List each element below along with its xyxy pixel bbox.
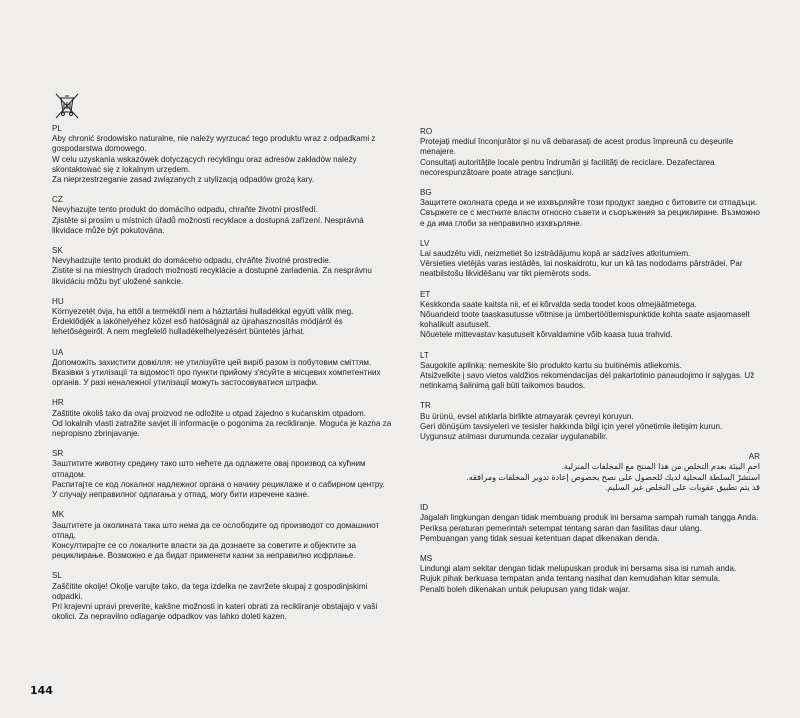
language-code: LV: [420, 238, 430, 248]
language-code: SL: [52, 571, 62, 581]
instruction-text: Protejați mediul înconjurător și nu vă debarasați de acest produs împreună cu deșeurile menajere.: [420, 137, 734, 157]
language-block-ar: [420, 452, 760, 493]
language-block-pl: [52, 124, 392, 185]
language-code: LT: [420, 350, 429, 360]
instruction-text: احمِ البيئة بعدم التخلص من هذا المنتج مع المخلفات المنزلية.: [561, 462, 760, 472]
instruction-text: Vērsieties vietējās varas iestādēs, lai noskaidrotu, kur un kā tas nododams pārstrādei. Par neatbilstošu likvidēšanu var tikt piemērots sods.: [420, 259, 743, 279]
instruction-text: استشرْ السلطة المحلية لديك للحصول على نصح بخصوص إعادة تدوير المخلفات ومرافقه.: [466, 472, 760, 482]
language-code: TR: [420, 401, 431, 411]
language-block-sl: [52, 571, 392, 622]
instruction-text: Consultați autoritățile locale pentru îndrumări și facilități de reciclare. Dezafectarea necorespunzătoare poate atrage sancțiuni.: [420, 157, 715, 177]
instruction-text: W celu uzyskania wskazówek dotyczących recyklingu oraz adresów zakładów należy skontaktować się z lokalnym urzędem.: [52, 154, 357, 174]
language-block-sk: [52, 246, 392, 287]
crossed-out-wheeled-bin-icon: [54, 92, 80, 120]
language-code: MK: [52, 510, 65, 520]
language-block-et: [420, 290, 760, 341]
language-block-id: [420, 503, 760, 544]
instruction-text: قد يتم تطبيق عقوبات على التخلص غير السليم.: [605, 482, 760, 492]
language-code: ET: [420, 289, 431, 299]
language-code: RO: [420, 127, 433, 136]
language-code: AR: [748, 452, 760, 462]
instruction-text: Penalti boleh dikenakan untuk pelupusan yang tidak wajar.: [420, 584, 631, 594]
page-number: 144: [30, 684, 53, 697]
instruction-text: Консултирајте се со локалните власти за да дознаете за советите и објектите за рециклирање. Возможно е да бидат применети казни за неправилно исфрлање.: [52, 540, 357, 561]
language-block-ro: [420, 127, 760, 178]
left-column: [52, 124, 392, 632]
language-block-bg: [420, 188, 760, 229]
instruction-text: Nõuetele mittevastav kasutuselt kõrvaldamine võib kaasa tuua trahvid.: [420, 330, 673, 340]
instruction-text: Geri dönüşüm tavsiyeleri ve tesisler hakkında bilgi için yerel yönetimle iletişim kurun.: [420, 421, 723, 431]
instruction-text: Rujuk pihak berkuasa tempatan anda tentang nasihat dan kemudahan kitar semula.: [420, 574, 721, 584]
language-code: MS: [420, 553, 433, 563]
language-code: ID: [420, 503, 429, 513]
language-code: HU: [52, 296, 64, 306]
instruction-text: Od lokalnih vlasti zatražite savjet ili informacije o pogonima za recikliranje. Moguća je kazna za nepropisno zbrinjavanje.: [52, 418, 392, 439]
instruction-text: Saugokite aplinką: nemeskite šio produkto kartu su buitinėmis atliekomis.: [420, 360, 682, 370]
language-block-lv: [420, 239, 760, 280]
instruction-text: Lindungi alam sekitar dengan tidak melupuskan produk ini bersama sisa isi rumah anda.: [420, 564, 737, 574]
instruction-text: Заштитите животну средину тако што нећете да одлажете овај производ са кућним отпадом.: [52, 459, 366, 479]
instruction-text: Допоможіть захистити довкілля: не утилізуйте цей виріб разом із побутовим сміттям.: [52, 357, 372, 367]
language-code: BG: [420, 188, 432, 198]
instruction-text: Lai saudzētu vidi, neizmetiet šo izstrādājumu kopā ar sadzīves atkritumiem.: [420, 249, 691, 259]
language-block-ms: [420, 554, 760, 595]
instruction-text: Распитајте се код локалног надлежног органа о начину рециклаже и о сабирном центру. У случају неправилног одлагања у отпад, могу бити изречене казне.: [52, 479, 385, 500]
instruction-text: Заштитете ја околината така што нема да се ослободите од производот со домашниот отпад.: [52, 520, 380, 540]
instruction-text: Zistite si na miestnych úradoch možnosti recyklácie a dostupné zariadenia. Za nesprávnu likvidáciu môžu byť uložené sankcie.: [52, 266, 372, 286]
instruction-text: Свържете се с местните власти относно съвети и съоръжения за рециклиране. Възможно е да има глоби за неправилно изхвърляне.: [420, 208, 760, 228]
language-block-hu: [52, 297, 392, 338]
instruction-text: Környezetét óvja, ha ettől a terméktől nem a háztartási hulladékkal együtt válik meg.: [52, 307, 354, 317]
instruction-text: Atsižvelkite į savo vietos valdžios rekomendacijas dėl pakartotinio panaudojimo ir sąlygas. Už netinkamą šalinimą gali būti taikomos baudos.: [420, 371, 755, 391]
instruction-text: Aby chronić środowisko naturalne, nie należy wyrzucać tego produktu wraz z odpadkami z gospodarstwa domowego.: [52, 134, 376, 154]
language-code: UA: [52, 347, 64, 357]
instruction-text: Uygunsuz atılması durumunda cezalar uygulanabilir.: [420, 432, 608, 442]
instruction-text: Защитете околната среда и не изхвърляйте този продукт заедно с битовите си отпадъци.: [420, 198, 758, 208]
instruction-text: Érdeklődjék a lakóhelyéhez közel eső hatóságnál az újrahasznosítás módjáról és lehetőségeiről. A nem megfelelő hulladékelhelyezésért büntetés járhat.: [52, 317, 343, 337]
instruction-text: Вказівки з утилізації та відомості про пункти прийому з'ясуйте в місцевих компетентних органів. У разі неналежної утилізації можуть застосовуватися штрафи.: [52, 368, 381, 388]
instruction-text: Bu ürünü, evsel atıklarla birlikte atmayarak çevreyi koruyun.: [420, 411, 634, 421]
instruction-text: Pri krajevni upravi preverite, kakšne možnosti in kateri obrati za recikliranje obstajajo v vaši okolici. Za nepravilno odlaganje odpadkov vas lahko doleti kazen.: [52, 601, 378, 622]
instruction-text: Keskkonda saate kaitsta nii, et ei kõrvalda seda toodet koos olmejäätmetega.: [420, 299, 697, 309]
language-block-mk: [52, 510, 392, 561]
instruction-text: Zaštitite okoliš tako da ovaj proizvod ne odložite u otpad zajedno s kućanskim otpadom.: [52, 408, 367, 418]
language-code: HR: [52, 398, 64, 408]
language-block-cz: [52, 195, 392, 236]
instruction-text: Nevyhazujte tento produkt do domácího odpadu, chraňte životní prostředí.: [52, 205, 318, 215]
instruction-text: Zjistěte si prosím u místních úřadů možnosti recyklace a dostupná zařízení. Nesprávná likvidace může být pokutována.: [52, 215, 364, 235]
instruction-text: Pembuangan yang tidak sesuai ketentuan dapat dikenakan denda.: [420, 533, 660, 543]
instruction-text: Periksa peraturan pemerintah setempat tentang saran dan fasilitas daur ulang.: [420, 523, 702, 533]
instruction-text: Jagalah lingkungan dengan tidak membuang produk ini bersama sampah rumah tangga Anda.: [420, 513, 759, 523]
instruction-text: Nevyhadzujte tento produkt do domáceho odpadu, chráňte životné prostredie.: [52, 256, 331, 266]
language-code: PL: [52, 124, 62, 133]
instruction-text: Zaščitite okolje! Okolje varujte tako, da tega izdelka ne zavržete skupaj z gospodinjskimi odpadki.: [52, 581, 368, 601]
language-code: CZ: [52, 195, 63, 205]
instruction-text: Nõuandeid toote taaskasutusse võtmise ja ümbertöötlemispunktide kohta saate asjaomaselt kohalikult asutuselt.: [420, 310, 750, 330]
language-code: SR: [52, 449, 64, 459]
language-block-tr: [420, 401, 760, 442]
language-block-hr: [52, 398, 392, 439]
language-block-sr: [52, 449, 392, 500]
language-block-ua: [52, 348, 392, 389]
instruction-text: Za nieprzestrzeganie zasad związanych z utylizacją odpadów grożą kary.: [52, 175, 315, 185]
language-code: SK: [52, 246, 63, 256]
right-column: [420, 127, 760, 605]
language-block-lt: [420, 351, 760, 392]
